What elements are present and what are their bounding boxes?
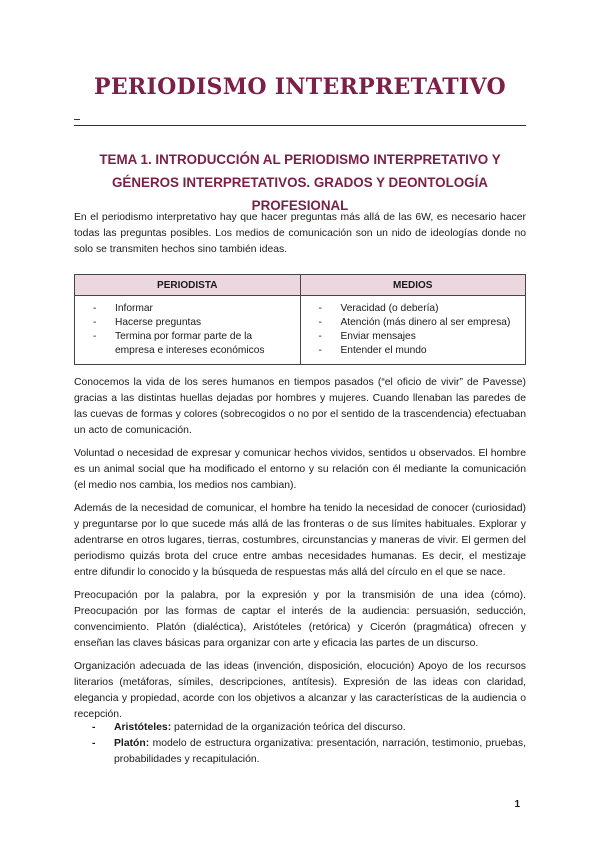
table-header-row bbox=[75, 275, 526, 296]
bullet-term: Aristóteles: bbox=[114, 722, 172, 733]
list-item bbox=[92, 720, 526, 736]
list-item: - Entender el mundo bbox=[317, 344, 520, 358]
title-rule-tick bbox=[74, 119, 80, 120]
paragraph-2: Conocemos la vida de los seres humanos en tiempos pasados (“el oficio de vivir” de Pavesse) gracias a las distintas huellas dejadas por hombres y mujeres. Cuando llenaban las paredes de las cuevas de formas y colores (sobrecogidos o no por el sentido de la trascendencia) efectuaban un acto de comunicación. bbox=[74, 377, 526, 436]
table-header-medios: MEDIOS bbox=[300, 275, 526, 296]
bullet-dash: - bbox=[92, 738, 96, 749]
paragraph-5: Preocupación por la palabra, por la expresión y por la transmisión de una idea (cómo). Preocupación por las formas de captar el interés de la audiencia: persuasión, seducción, convencimiento. Platón (dialéctica), Aristóteles (retórica) y Cicerón (pragmática) ofrecen y enseñan las claves básicas para organizar con arte y eficacia las partes de un discurso. bbox=[74, 590, 526, 649]
paragraph-intro: En el periodismo interpretativo hay que hacer preguntas más allá de las 6W, es necesario hacer todas las preguntas posibles. Los medios de comunicación son un nido de ideologías donde no solo se transmiten hechos sino también ideas. bbox=[74, 212, 526, 255]
bullet-dash: - bbox=[92, 722, 96, 733]
bullet-term: Platón: bbox=[114, 738, 150, 749]
medios-list bbox=[317, 302, 520, 358]
authors-list bbox=[92, 720, 526, 768]
list-item: - Informar bbox=[91, 302, 294, 316]
paragraph-3: Voluntad o necesidad de expresar y comunicar hechos vividos, sentidos u observados. El hombre es un animal social que ha modificado el entorno y su relación con él mediante la comunicación (el medio nos cambia, los medios nos cambian). bbox=[74, 448, 526, 491]
section-heading: TEMA 1. INTRODUCCIÓN AL PERIODISMO INTERPRETATIVO Y GÉNEROS INTERPRETATIVOS. GRADOS Y DEONTOLOGÍA PROFESIONAL bbox=[99, 152, 501, 213]
list-item: - Hacerse preguntas bbox=[91, 316, 294, 330]
table-header-periodista: PERIODISTA bbox=[75, 275, 301, 296]
list-item: - Veracidad (o debería) bbox=[317, 302, 520, 316]
bullet-text: modelo de estructura organizativa: presentación, narración, testimonio, pruebas, probabilidades y recapitulación. bbox=[114, 738, 526, 765]
document-title: PERIODISMO INTERPRETATIVO bbox=[94, 74, 506, 100]
list-item: - Termina por formar parte de la empresa e intereses económicos bbox=[91, 330, 294, 358]
title-divider bbox=[74, 125, 526, 126]
bullet-text: paternidad de la organización teórica del discurso. bbox=[171, 722, 406, 733]
table-cell-medios bbox=[300, 296, 526, 365]
list-item: - Enviar mensajes bbox=[317, 330, 520, 344]
table-cell-periodista bbox=[75, 296, 301, 365]
periodista-list bbox=[91, 302, 294, 358]
list-item bbox=[92, 736, 526, 768]
paragraph-4: Además de la necesidad de comunicar, el hombre ha tenido la necesidad de conocer (curiosidad) y preguntarse por lo que sucede más allá de las fronteras o de sus límites habituales. Explorar y adentrarse en otros lugares, tierras, costumbres, circunstancias y maneras de vivir. El germen del periodismo quizás brota del cruce entre ambas necesidades humanas. Es decir, el mestizaje entre difundir lo conocido y la búsqueda de respuestas más allá del círculo en el que se nace. bbox=[74, 503, 526, 578]
comparison-table bbox=[74, 274, 526, 365]
table-row bbox=[75, 296, 526, 365]
paragraph-6: Organización adecuada de las ideas (invención, disposición, elocución) Apoyo de los recursos literarios (metáforas, símiles, descripciones, antítesis). Expresión de las ideas con claridad, elegancia y propiedad, acorde con los objetivos a alcanzar y las características de la audiencia o recepción. bbox=[74, 661, 526, 720]
list-item: - Atención (más dinero al ser empresa) bbox=[317, 316, 520, 330]
page-number: 1 bbox=[514, 799, 520, 810]
